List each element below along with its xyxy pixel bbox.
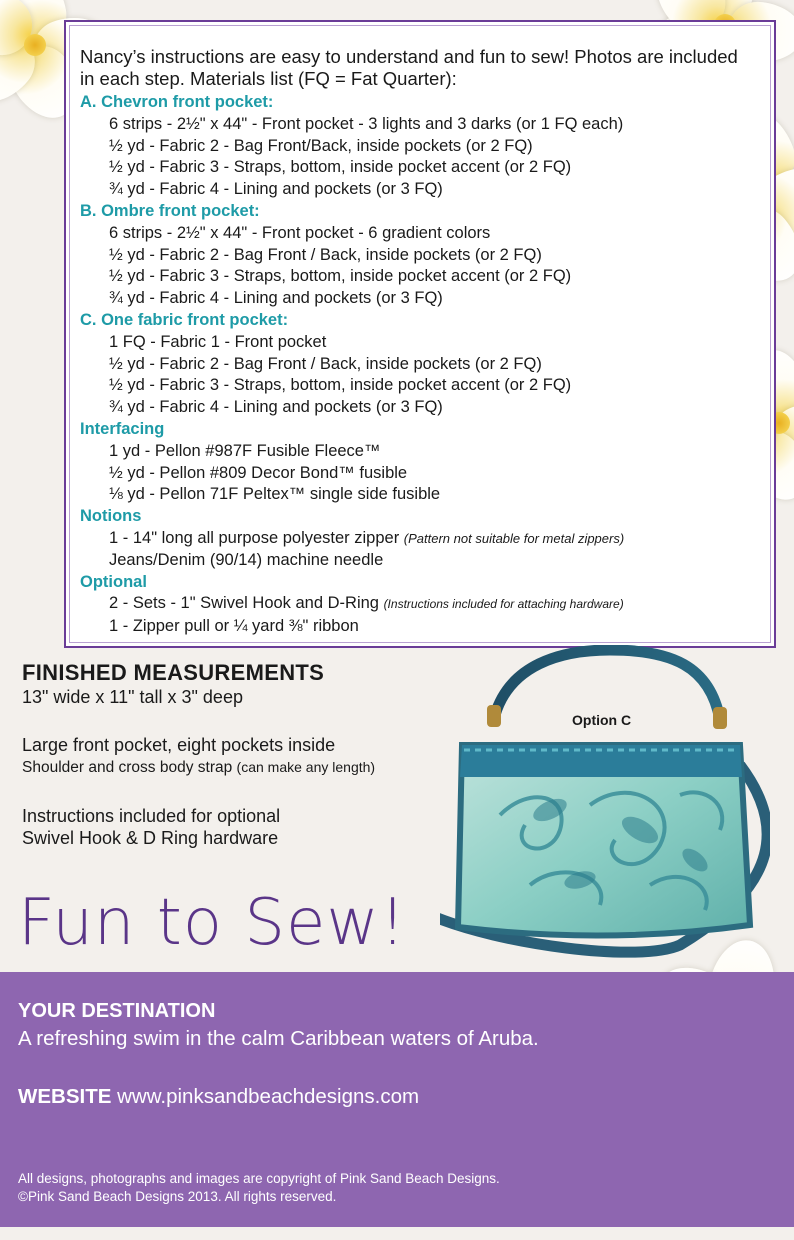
zipper-text: 1 - 14" long all purpose polyester zipper bbox=[109, 528, 400, 547]
finished-title: FINISHED MEASUREMENTS bbox=[22, 660, 325, 685]
finished-pockets: Large front pocket, eight pockets inside bbox=[22, 735, 336, 755]
finished-measurements bbox=[22, 660, 442, 849]
hardware-note: (Instructions included for attaching hardware) bbox=[383, 597, 624, 612]
copyright-line-2: ©Pink Sand Beach Designs 2013. All rights reserved. bbox=[18, 1189, 337, 1204]
list-item: 1 - Zipper pull or ¼ yard ⅜" ribbon bbox=[109, 617, 359, 636]
tagline: Fun to Sew! bbox=[18, 886, 407, 960]
destination-text: A refreshing swim in the calm Caribbean waters of Aruba. bbox=[18, 1027, 539, 1050]
list-item: ¾ yd - Fabric 4 - Lining and pockets (or 3 FQ) bbox=[109, 289, 443, 308]
website-line bbox=[18, 1085, 419, 1109]
strap-text: Shoulder and cross body strap bbox=[22, 759, 233, 776]
hardware-text: 2 - Sets - 1" Swivel Hook and D-Ring bbox=[109, 594, 379, 613]
list-item: 6 strips - 2½" x 44" - Front pocket - 3 lights and 3 darks (or 1 FQ each) bbox=[109, 114, 624, 133]
section-heading-notions: Notions bbox=[80, 507, 142, 526]
finished-strap bbox=[22, 756, 442, 779]
bag-photo bbox=[440, 645, 770, 965]
materials-list bbox=[80, 92, 624, 638]
list-item: ½ yd - Fabric 3 - Straps, bottom, inside pocket accent (or 2 FQ) bbox=[109, 267, 572, 286]
list-item: ½ yd - Fabric 2 - Bag Front / Back, inside pockets (or 2 FQ) bbox=[109, 245, 542, 264]
list-item: ½ yd - Fabric 3 - Straps, bottom, inside pocket accent (or 2 FQ) bbox=[109, 158, 572, 177]
list-item-zipper bbox=[80, 528, 624, 550]
destination-heading: YOUR DESTINATION bbox=[18, 1000, 216, 1022]
section-heading-one-fabric: C. One fabric front pocket: bbox=[80, 310, 289, 329]
list-item: ¾ yd - Fabric 4 - Lining and pockets (or 3 FQ) bbox=[109, 180, 443, 199]
list-item: 6 strips - 2½" x 44" - Front pocket - 6 gradient colors bbox=[109, 223, 491, 242]
list-item: 1 yd - Pellon #987F Fusible Fleece™ bbox=[109, 441, 381, 460]
strap-note: (can make any length) bbox=[236, 759, 376, 775]
list-item: ⅛ yd - Pellon 71F Peltex™ single side fusible bbox=[109, 485, 441, 504]
list-item: ½ yd - Pellon #809 Decor Bond™ fusible bbox=[109, 463, 408, 482]
list-item: 1 FQ - Fabric 1 - Front pocket bbox=[109, 332, 327, 351]
finished-instructions-2: Swivel Hook & D Ring hardware bbox=[22, 828, 279, 848]
finished-instructions-1: Instructions included for optional bbox=[22, 806, 281, 826]
section-heading-chevron: A. Chevron front pocket: bbox=[80, 93, 274, 111]
finished-size: 13" wide x 11" tall x 3" deep bbox=[22, 687, 243, 707]
copyright-line-1: All designs, photographs and images are copyright of Pink Sand Beach Designs. bbox=[18, 1171, 500, 1186]
list-item-hardware bbox=[80, 593, 624, 616]
list-item: ½ yd - Fabric 3 - Straps, bottom, inside pocket accent (or 2 FQ) bbox=[109, 376, 572, 395]
section-heading-interfacing: Interfacing bbox=[80, 419, 165, 438]
section-heading-ombre: B. Ombre front pocket: bbox=[80, 201, 260, 220]
photo-label: Option C bbox=[572, 712, 632, 728]
copyright bbox=[18, 1170, 500, 1206]
website-url[interactable]: www.pinksandbeachdesigns.com bbox=[117, 1085, 420, 1108]
list-item: ½ yd - Fabric 2 - Bag Front/Back, inside pockets (or 2 FQ) bbox=[109, 136, 533, 155]
list-item: ½ yd - Fabric 2 - Bag Front / Back, inside pockets (or 2 FQ) bbox=[109, 354, 542, 373]
list-item: Jeans/Denim (90/14) machine needle bbox=[109, 550, 384, 569]
section-heading-optional: Optional bbox=[80, 572, 147, 591]
website-label: WEBSITE bbox=[18, 1085, 112, 1108]
zipper-note: (Pattern not suitable for metal zippers) bbox=[403, 530, 625, 546]
materials-intro: Nancy’s instructions are easy to understand and fun to sew! Photos are included in each step. Materials list (FQ = Fat Quarter): bbox=[80, 46, 738, 89]
list-item: ¾ yd - Fabric 4 - Lining and pockets (or 3 FQ) bbox=[109, 398, 443, 417]
